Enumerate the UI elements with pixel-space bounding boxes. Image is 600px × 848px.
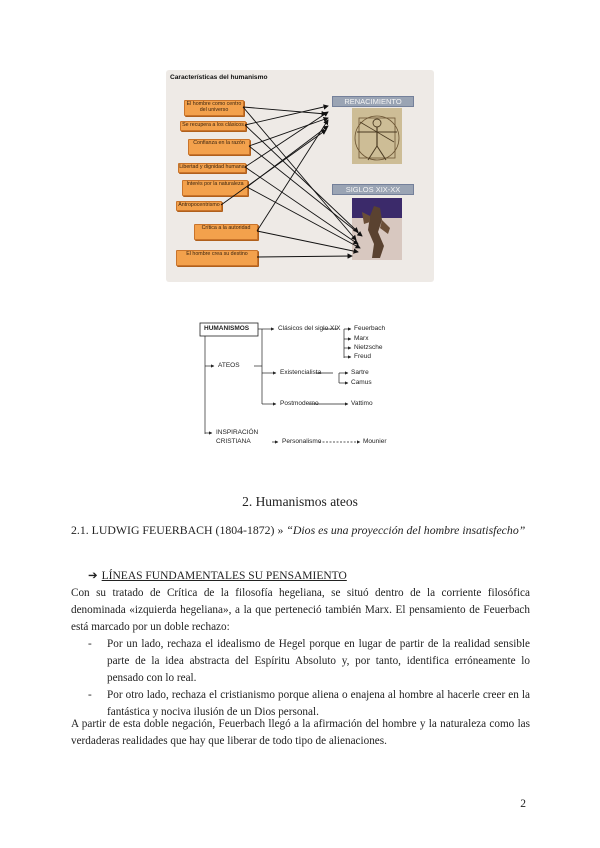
subsection-arrow: » bbox=[277, 523, 284, 537]
paragraph-conclusion: A partir de esta doble negación, Feuerbach llegó a la afirmación del hombre y la naturaleza como las verdaderas realidades que hay que liberar de todo tipo de alienaciones. bbox=[71, 718, 530, 747]
paragraph-intro: Con su tratado de Crítica de la filosofía hegeliana, se situó dentro de la corriente filosófica denominada «izquierda hegeliana», a la que perteneció también Marx. El pensamiento de Feuerbach está marcado por un doble rechazo: bbox=[71, 587, 530, 633]
humanisms-tree-diagram bbox=[196, 316, 412, 452]
feature-tag: Libertad y dignidad humana bbox=[178, 163, 246, 173]
feature-tag: Se recupera a los clásicos bbox=[180, 121, 246, 131]
feature-tag: El hombre crea su destino bbox=[176, 250, 258, 266]
page-number: 2 bbox=[520, 798, 526, 810]
author-camus: Camus bbox=[351, 379, 372, 386]
author-freud: Freud bbox=[354, 353, 371, 360]
subsection-title: LUDWIG FEUERBACH (1804-1872) bbox=[91, 523, 275, 537]
subsection-quote: “Dios es una proyección del hombre insatisfecho” bbox=[286, 523, 526, 537]
tree-node-personalismo: Personalismo bbox=[282, 438, 322, 445]
renacimiento-label: RENACIMIENTO bbox=[332, 96, 414, 107]
feature-tag: Confianza en la razón bbox=[188, 139, 250, 155]
section-heading: 2. Humanismos ateos bbox=[242, 494, 358, 509]
bullet-text: Por otro lado, rechaza el cristianismo porque aliena o enajena al hombre al hacerle creer en la fantástica y nociva ilusión de un Dios personal. bbox=[107, 689, 530, 718]
feature-tag: Crítica a la autoridad bbox=[194, 224, 258, 240]
siglos-label: SIGLOS XIX-XX bbox=[332, 184, 414, 195]
lines-heading-text: LÍNEAS FUNDAMENTALES SU PENSAMIENTO bbox=[101, 570, 347, 582]
arrow-icon: ➔ bbox=[88, 570, 98, 582]
relation-arrows bbox=[166, 70, 434, 282]
author-sartre: Sartre bbox=[351, 369, 369, 376]
tree-node-cristiana-line1: INSPIRACIÓN bbox=[216, 429, 259, 436]
feature-tag: Antropocentrismo bbox=[176, 201, 222, 211]
lines-heading bbox=[88, 568, 347, 582]
feature-tag: Interés por la naturaleza bbox=[182, 180, 248, 196]
subsection-heading bbox=[71, 521, 530, 540]
tree-root: HUMANISMOS bbox=[204, 325, 250, 332]
tree-node-ateos: ATEOS bbox=[218, 362, 240, 369]
humanism-characteristics-figure bbox=[166, 70, 434, 282]
subsection-number: 2.1. bbox=[71, 523, 89, 537]
list-item bbox=[88, 636, 530, 687]
tree-node-postmoderno: Postmoderno bbox=[280, 400, 319, 407]
author-feuerbach: Feuerbach bbox=[354, 325, 386, 332]
tree-node-clasicos: Clásicos del siglo XIX bbox=[278, 325, 341, 332]
bullet-dash: - bbox=[88, 689, 92, 701]
tree-node-cristiana-line2: CRISTIANA bbox=[216, 438, 251, 445]
bullet-text: Por un lado, rechaza el idealismo de Hegel porque en lugar de partir de la realidad sensible parte de la idea abstracta del Espíritu Absoluto y, por tanto, identifica erróneamente lo pensado con lo real. bbox=[107, 638, 530, 684]
bullet-dash: - bbox=[88, 638, 92, 650]
author-nietzsche: Nietzsche bbox=[354, 344, 383, 351]
feature-tag: El hombre como centro del universo bbox=[184, 100, 244, 116]
author-mounier: Mounier bbox=[363, 438, 387, 445]
author-marx: Marx bbox=[354, 335, 369, 342]
figure-title: Características del humanismo bbox=[170, 74, 268, 81]
author-vattimo: Vattimo bbox=[351, 400, 373, 407]
tree-node-existencialista: Existencialista bbox=[280, 369, 322, 376]
